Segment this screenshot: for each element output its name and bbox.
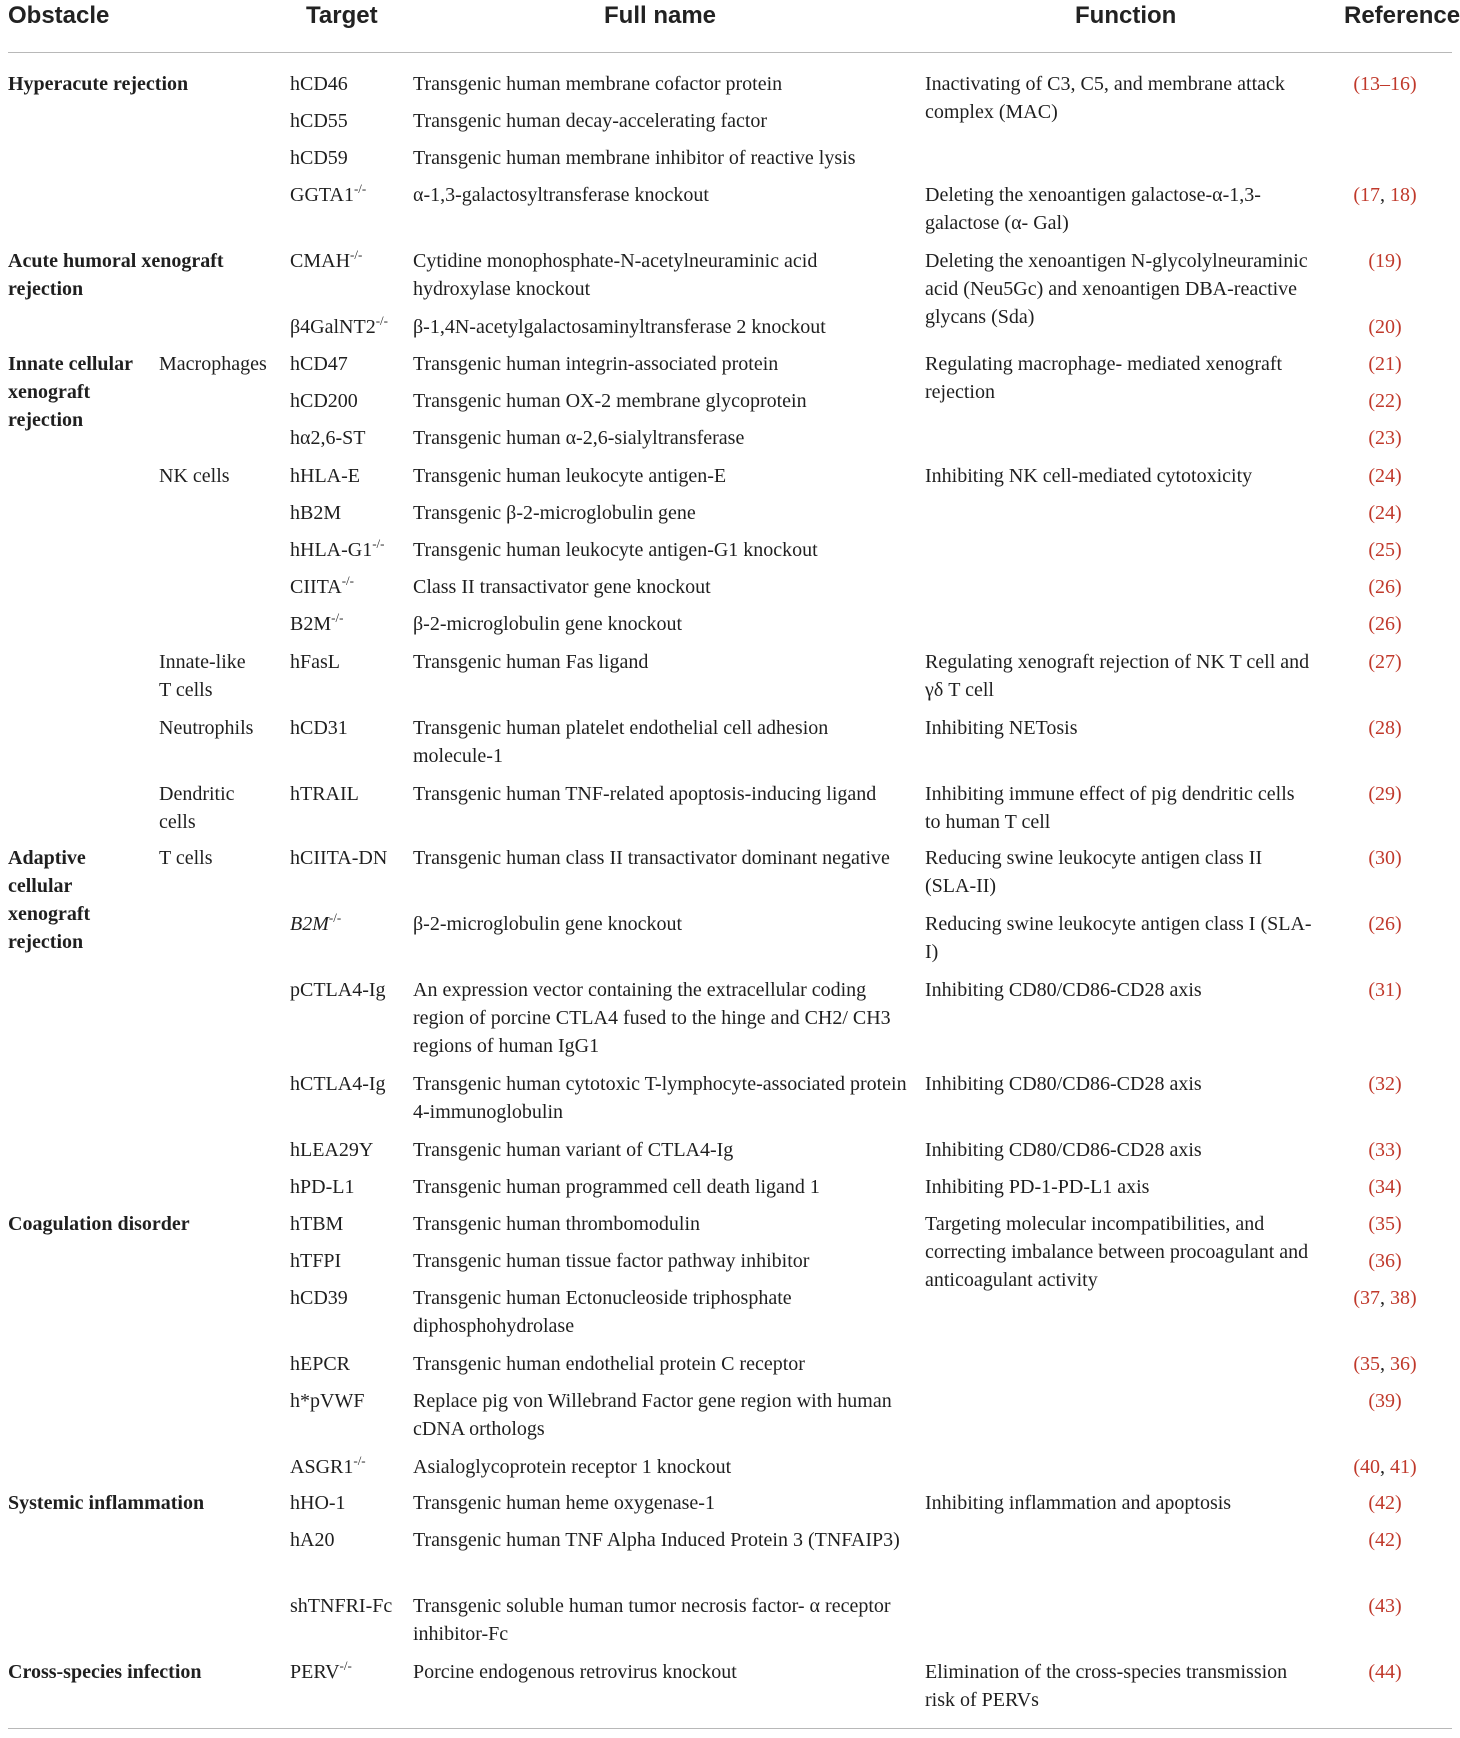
- target-text: B2M: [290, 613, 332, 635]
- function-cell: Regulating xenograft rejection of NK T cell and γδ T cell: [925, 651, 1310, 701]
- reference-cell: (29): [1368, 783, 1402, 805]
- citation-link[interactable]: 39: [1375, 1390, 1395, 1412]
- target-cell: [290, 1070, 402, 1098]
- citation-link[interactable]: 31: [1375, 979, 1395, 1001]
- target-text: CIITA: [290, 576, 342, 598]
- target-cell: [290, 910, 402, 938]
- target-cell: [290, 1453, 402, 1481]
- reference-cell: (35): [1368, 1213, 1402, 1235]
- subgroup-label: Innate-like T cells: [159, 651, 246, 701]
- function-cell: Inhibiting inflammation and apoptosis: [925, 1492, 1232, 1514]
- citation-link[interactable]: 13–16: [1360, 73, 1410, 95]
- target-cell: [290, 1489, 402, 1517]
- header-obstacle: Obstacle: [8, 2, 110, 29]
- reference-cell: (30): [1368, 847, 1402, 869]
- target-cell: [290, 424, 402, 452]
- full-name-cell: Asialoglycoprotein receptor 1 knockout: [413, 1456, 732, 1478]
- citation-link[interactable]: 17: [1360, 184, 1380, 206]
- citation-link[interactable]: 30: [1375, 847, 1395, 869]
- citation-link[interactable]: 21: [1375, 353, 1395, 375]
- obstacle-label: Coagulation disorder: [8, 1213, 190, 1235]
- target-text: GGTA1: [290, 184, 354, 206]
- target-text: shTNFRI-Fc: [290, 1595, 393, 1617]
- target-cell: [290, 313, 402, 341]
- target-text: hLEA29Y: [290, 1139, 374, 1161]
- target-cell: [290, 70, 402, 98]
- target-cell: [290, 1284, 402, 1312]
- citation-link[interactable]: 26: [1375, 576, 1395, 598]
- full-name-cell: Cytidine monophosphate-N-acetylneuraminic acid hydroxylase knockout: [413, 250, 818, 300]
- target-superscript: -/-: [341, 573, 354, 588]
- full-name-cell: Transgenic human Ectonucleoside triphosphate diphosphohydrolase: [413, 1287, 792, 1337]
- reference-cell: (33): [1368, 1139, 1402, 1161]
- full-name-cell: Transgenic human variant of CTLA4-Ig: [413, 1139, 734, 1161]
- target-superscript: -/-: [353, 181, 367, 196]
- target-cell: [290, 1387, 402, 1415]
- target-text: β4GalNT2: [290, 316, 376, 338]
- full-name-cell: Transgenic β-2-microglobulin gene: [413, 502, 696, 524]
- target-cell: [290, 1592, 402, 1620]
- citation-link[interactable]: 28: [1375, 717, 1395, 739]
- target-cell: [290, 350, 402, 378]
- full-name-cell: Transgenic human leukocyte antigen-G1 knockout: [413, 539, 818, 561]
- reference-cell: (25): [1368, 539, 1402, 561]
- citation-link[interactable]: 40: [1360, 1456, 1380, 1478]
- function-cell: Inhibiting CD80/CD86-CD28 axis: [925, 1073, 1202, 1095]
- reference-cell: (19): [1368, 250, 1402, 272]
- function-cell: Inactivating of C3, C5, and membrane attack complex (MAC): [925, 73, 1285, 123]
- reference-cell: (35, 36): [1353, 1353, 1417, 1375]
- citation-link[interactable]: 26: [1375, 913, 1395, 935]
- citation-link[interactable]: 25: [1375, 539, 1395, 561]
- obstacle-label: Acute humoral xenograft rejection: [8, 250, 224, 300]
- target-cell: [290, 1658, 402, 1686]
- reference-cell: (44): [1368, 1661, 1402, 1683]
- full-name-cell: Transgenic human decay-accelerating factor: [413, 110, 768, 132]
- function-cell: Inhibiting CD80/CD86-CD28 axis: [925, 979, 1202, 1001]
- target-superscript: -/-: [350, 247, 363, 262]
- target-superscript: -/-: [328, 910, 342, 925]
- target-text: PERV: [290, 1661, 340, 1683]
- function-cell: Inhibiting CD80/CD86-CD28 axis: [925, 1139, 1202, 1161]
- bottom-rule: [8, 1728, 1452, 1729]
- header-rule: [8, 52, 1452, 53]
- reference-cell: (21): [1368, 353, 1402, 375]
- reference-cell: (31): [1368, 979, 1402, 1001]
- reference-cell: (43): [1368, 1595, 1402, 1617]
- target-superscript: -/-: [339, 1658, 352, 1673]
- citation-link[interactable]: 33: [1375, 1139, 1395, 1161]
- full-name-cell: Transgenic human membrane inhibitor of reactive lysis: [413, 147, 856, 169]
- target-text: hB2M: [290, 502, 342, 524]
- full-name-cell: Transgenic human membrane cofactor protein: [413, 73, 783, 95]
- reference-cell: (23): [1368, 427, 1402, 449]
- target-text: hTRAIL: [290, 783, 359, 805]
- reference-cell: (20): [1368, 316, 1402, 338]
- function-cell: Regulating macrophage- mediated xenograft rejection: [925, 353, 1283, 403]
- function-cell: Deleting the xenoantigen N-glycolylneuraminic acid (Neu5Gc) and xenoantigen DBA-reactive glycans (Sda): [925, 250, 1308, 328]
- citation-link[interactable]: 26: [1375, 613, 1395, 635]
- target-cell: [290, 144, 402, 172]
- function-cell: Reducing swine leukocyte antigen class I (SLA-I): [925, 913, 1312, 963]
- target-text: hTFPI: [290, 1250, 342, 1272]
- reference-cell: (17, 18): [1353, 184, 1417, 206]
- target-text: hCD46: [290, 73, 348, 95]
- target-cell: [290, 648, 402, 676]
- target-text: hEPCR: [290, 1353, 351, 1375]
- citation-link[interactable]: 18: [1390, 184, 1410, 206]
- target-cell: [290, 1173, 402, 1201]
- citation-link[interactable]: 35: [1360, 1353, 1380, 1375]
- reference-cell: (26): [1368, 576, 1402, 598]
- citation-link[interactable]: 22: [1375, 390, 1395, 412]
- target-text: CMAH: [290, 250, 351, 272]
- full-name-cell: Transgenic human class II transactivator dominant negative: [413, 847, 890, 869]
- reference-cell: (40, 41): [1353, 1456, 1417, 1478]
- citation-link[interactable]: 42: [1375, 1492, 1395, 1514]
- target-text: hA20: [290, 1529, 335, 1551]
- target-text: hCD31: [290, 717, 348, 739]
- reference-cell: (24): [1368, 502, 1402, 524]
- obstacle-label: Systemic inflammation: [8, 1492, 205, 1514]
- header-target: Target: [306, 2, 378, 29]
- reference-cell: (24): [1368, 465, 1402, 487]
- full-name-cell: Transgenic human leukocyte antigen-E: [413, 465, 727, 487]
- target-cell: [290, 181, 402, 209]
- reference-cell: (22): [1368, 390, 1402, 412]
- citation-link[interactable]: 19: [1375, 250, 1395, 272]
- full-name-cell: An expression vector containing the extracellular coding region of porcine CTLA4 fused to the hinge and CH2/ CH3 regions of human IgG1: [413, 979, 891, 1057]
- target-cell: [290, 499, 402, 527]
- full-name-cell: Transgenic human thrombomodulin: [413, 1213, 701, 1235]
- full-name-cell: Transgenic human heme oxygenase-1: [413, 1492, 715, 1514]
- citation-link[interactable]: 36: [1390, 1353, 1410, 1375]
- citation-link[interactable]: 23: [1375, 427, 1395, 449]
- target-text: hHLA-G1: [290, 539, 373, 561]
- citation-link[interactable]: 20: [1375, 316, 1395, 338]
- target-text: hCD39: [290, 1287, 348, 1309]
- target-text: hCIITA-DN: [290, 847, 388, 869]
- reference-cell: (36): [1368, 1250, 1402, 1272]
- full-name-cell: α-1,3-galactosyltransferase knockout: [413, 184, 709, 206]
- header-reference: Reference: [1344, 2, 1460, 29]
- full-name-cell: Transgenic human integrin-associated protein: [413, 353, 779, 375]
- full-name-cell: β-2-microglobulin gene knockout: [413, 613, 683, 635]
- obstacle-label: Adaptive cellular xenograft rejection: [8, 847, 91, 953]
- citation-link[interactable]: 41: [1390, 1456, 1410, 1478]
- target-text: B2M: [290, 913, 329, 935]
- reference-cell: (28): [1368, 717, 1402, 739]
- target-cell: [290, 714, 402, 742]
- reference-cell: (26): [1368, 913, 1402, 935]
- target-text: hCD59: [290, 147, 348, 169]
- target-cell: [290, 1526, 402, 1554]
- full-name-cell: Transgenic human endothelial protein C receptor: [413, 1353, 805, 1375]
- target-cell: [290, 107, 402, 135]
- citation-link[interactable]: 36: [1375, 1250, 1395, 1272]
- full-name-cell: Transgenic human OX-2 membrane glycoprotein: [413, 390, 807, 412]
- target-superscript: -/-: [353, 1453, 366, 1468]
- full-name-cell: Transgenic human programmed cell death ligand 1: [413, 1176, 820, 1198]
- citation-link[interactable]: 24: [1375, 465, 1395, 487]
- reference-cell: (42): [1368, 1492, 1402, 1514]
- target-text: hTBM: [290, 1213, 344, 1235]
- target-text: hCTLA4-Ig: [290, 1073, 386, 1095]
- target-text: ASGR1: [290, 1456, 354, 1478]
- function-cell: Inhibiting NETosis: [925, 717, 1078, 739]
- citation-link[interactable]: 43: [1375, 1595, 1395, 1617]
- subgroup-label: NK cells: [159, 465, 230, 487]
- target-text: hPD-L1: [290, 1176, 355, 1198]
- full-name-cell: Transgenic human Fas ligand: [413, 651, 649, 673]
- citation-link[interactable]: 24: [1375, 502, 1395, 524]
- target-cell: [290, 976, 402, 1004]
- target-superscript: -/-: [331, 610, 344, 625]
- function-cell: Inhibiting NK cell-mediated cytotoxicity: [925, 465, 1253, 487]
- target-cell: [290, 247, 402, 275]
- reference-cell: (26): [1368, 613, 1402, 635]
- reference-cell: (32): [1368, 1073, 1402, 1095]
- target-cell: [290, 1210, 402, 1238]
- full-name-cell: β-2-microglobulin gene knockout: [413, 913, 683, 935]
- obstacle-label: Hyperacute rejection: [8, 73, 189, 95]
- function-cell: Reducing swine leukocyte antigen class II (SLA-II): [925, 847, 1263, 897]
- full-name-cell: Porcine endogenous retrovirus knockout: [413, 1661, 737, 1683]
- target-cell: [290, 536, 402, 564]
- header-function: Function: [1075, 2, 1177, 29]
- citation-link[interactable]: 34: [1375, 1176, 1395, 1198]
- target-cell: [290, 1136, 402, 1164]
- target-text: pCTLA4-Ig: [290, 979, 386, 1001]
- target-text: hCD200: [290, 390, 358, 412]
- citation-link[interactable]: 35: [1375, 1213, 1395, 1235]
- full-name-cell: Transgenic human α-2,6-sialyltransferase: [413, 427, 745, 449]
- full-name-cell: Replace pig von Willebrand Factor gene region with human cDNA orthologs: [413, 1390, 892, 1440]
- subgroup-label: Neutrophils: [159, 717, 254, 739]
- function-cell: Inhibiting PD-1-PD-L1 axis: [925, 1176, 1150, 1198]
- target-text: hCD55: [290, 110, 348, 132]
- target-superscript: -/-: [375, 313, 388, 328]
- target-text: h*pVWF: [290, 1390, 365, 1412]
- reference-cell: (13–16): [1353, 73, 1417, 95]
- reference-cell: (27): [1368, 651, 1402, 673]
- target-cell: [290, 1350, 402, 1378]
- function-cell: Targeting molecular incompatibilities, and correcting imbalance between procoagulant and anticoagulant activity: [925, 1213, 1309, 1291]
- target-text: hFasL: [290, 651, 340, 673]
- full-name-cell: Transgenic human cytotoxic T-lymphocyte-associated protein 4-immunoglobulin: [413, 1073, 907, 1123]
- reference-cell: (34): [1368, 1176, 1402, 1198]
- target-cell: [290, 780, 402, 808]
- header-full-name: Full name: [604, 2, 717, 29]
- citation-link[interactable]: 37: [1360, 1287, 1380, 1309]
- citation-link[interactable]: 29: [1375, 783, 1395, 805]
- full-name-cell: Transgenic human platelet endothelial cell adhesion molecule-1: [413, 717, 829, 767]
- full-name-cell: Transgenic human tissue factor pathway inhibitor: [413, 1250, 810, 1272]
- citation-link[interactable]: 38: [1390, 1287, 1410, 1309]
- full-name-cell: Transgenic human TNF Alpha Induced Protein 3 (TNFAIP3): [413, 1529, 900, 1551]
- subgroup-label: Dendritic cells: [159, 783, 235, 833]
- function-cell: Elimination of the cross-species transmission risk of PERVs: [925, 1661, 1288, 1711]
- subgroup-label: T cells: [159, 847, 213, 869]
- target-text: hHLA-E: [290, 465, 360, 487]
- target-cell: [290, 844, 402, 872]
- obstacle-label: Cross-species infection: [8, 1661, 202, 1683]
- target-superscript: -/-: [372, 536, 385, 551]
- full-name-cell: Class II transactivator gene knockout: [413, 576, 711, 598]
- reference-cell: (37, 38): [1353, 1287, 1417, 1309]
- full-name-cell: β-1,4N-acetylgalactosaminyltransferase 2 knockout: [413, 316, 826, 338]
- reference-cell: (39): [1368, 1390, 1402, 1412]
- citation-link[interactable]: 27: [1375, 651, 1395, 673]
- full-name-cell: Transgenic human TNF-related apoptosis-inducing ligand: [413, 783, 877, 805]
- target-cell: [290, 573, 402, 601]
- target-cell: [290, 1247, 402, 1275]
- citation-link[interactable]: 44: [1375, 1661, 1395, 1683]
- citation-link[interactable]: 32: [1375, 1073, 1395, 1095]
- target-cell: [290, 462, 402, 490]
- target-text: hHO-1: [290, 1492, 346, 1514]
- target-text: hα2,6-ST: [290, 427, 366, 449]
- target-cell: [290, 387, 402, 415]
- function-cell: Inhibiting immune effect of pig dendritic cells to human T cell: [925, 783, 1295, 833]
- reference-cell: (42): [1368, 1529, 1402, 1551]
- target-cell: [290, 610, 402, 638]
- full-name-cell: Transgenic soluble human tumor necrosis factor- α receptor inhibitor-Fc: [413, 1595, 891, 1645]
- subgroup-label: Macrophages: [159, 353, 267, 375]
- target-text: hCD47: [290, 353, 348, 375]
- function-cell: Deleting the xenoantigen galactose-α-1,3-galactose (α- Gal): [925, 184, 1261, 234]
- citation-link[interactable]: 42: [1375, 1529, 1395, 1551]
- obstacle-label: Innate cellular xenograft rejection: [8, 353, 133, 431]
